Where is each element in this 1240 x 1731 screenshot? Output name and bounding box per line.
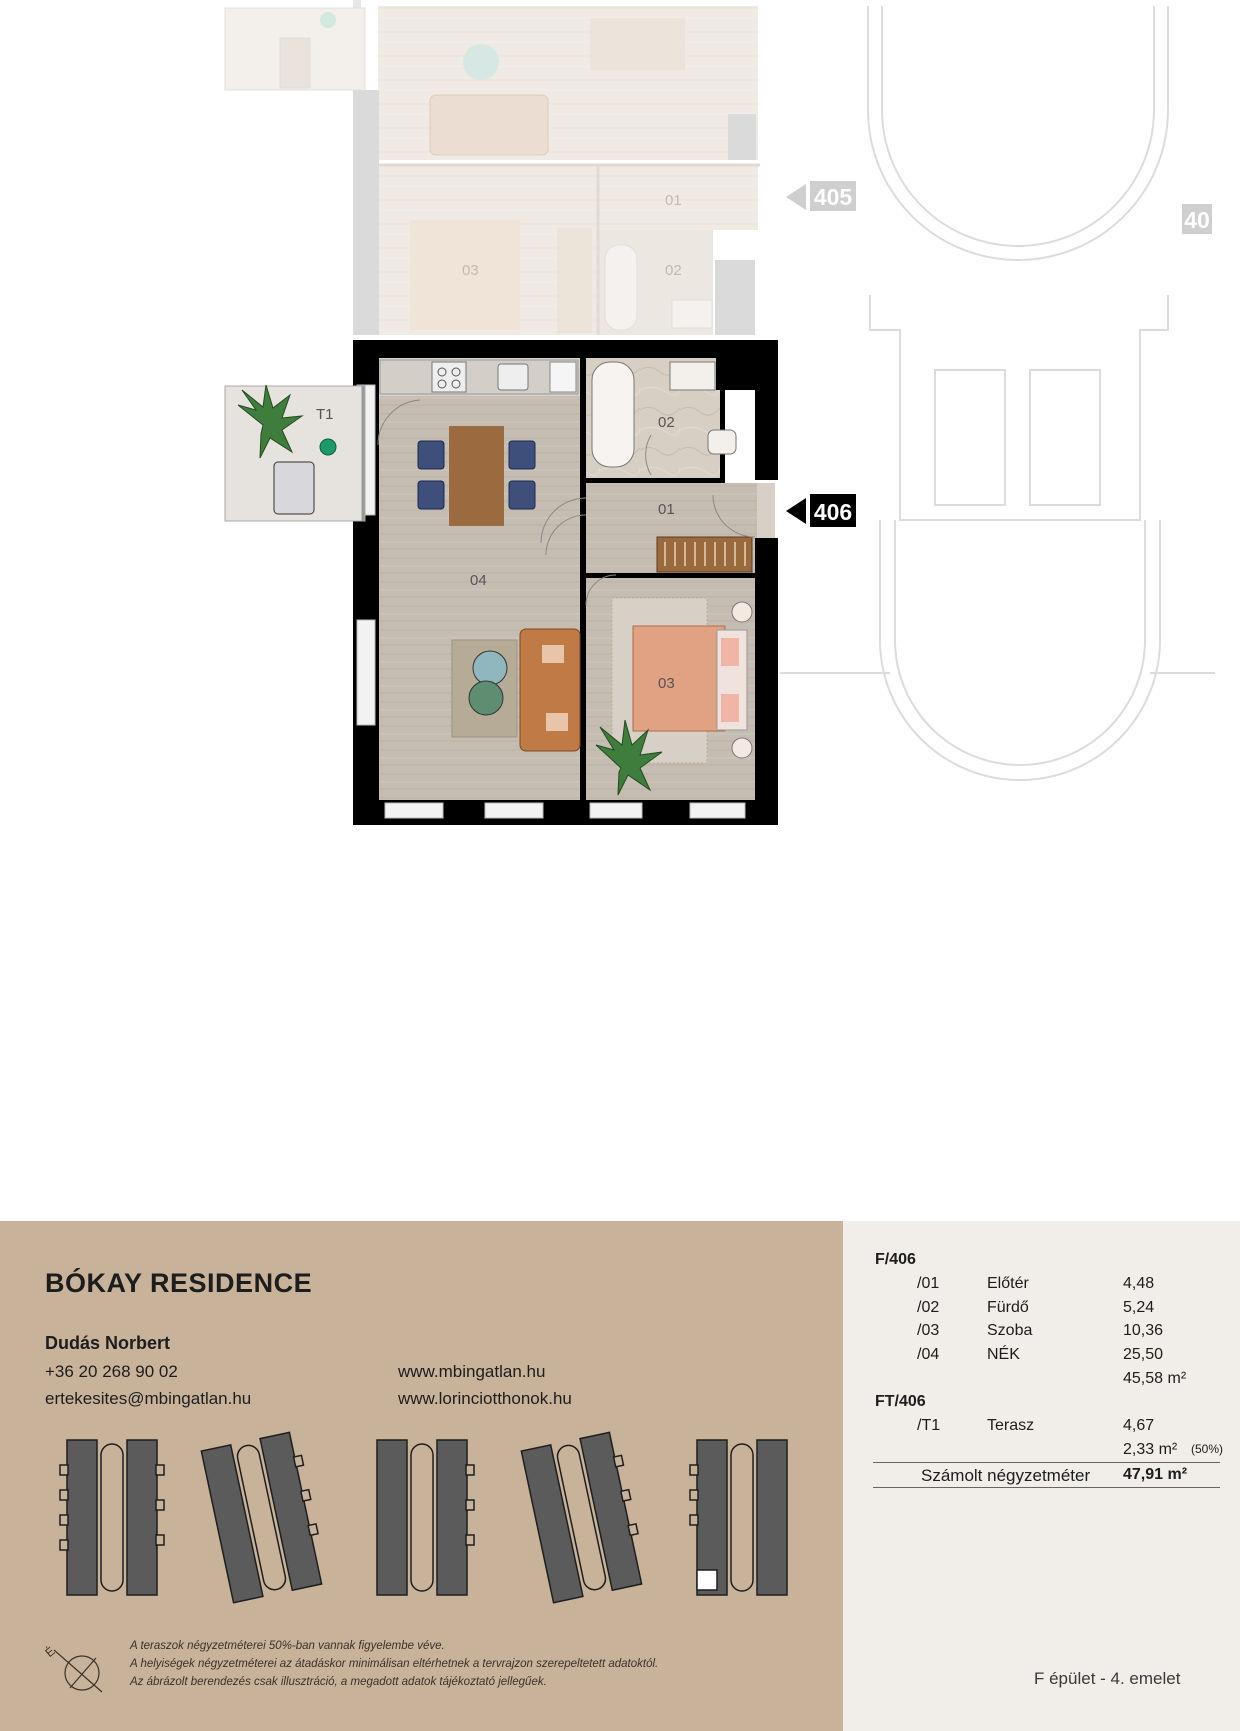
unit-marker-406 <box>786 494 856 527</box>
unit-code: F/406 <box>875 1251 916 1268</box>
terrace-counted-area: 2,33 m² <box>1123 1441 1178 1458</box>
terrace-label: T1 <box>316 406 334 423</box>
neighbor-building-outline <box>780 6 1215 780</box>
website-link-2[interactable]: www.lorinciotthonok.hu <box>398 1389 572 1408</box>
brand-title: BÓKAY RESIDENCE <box>45 1268 313 1298</box>
svg-text:406: 406 <box>813 499 853 525</box>
room-03-label: 03 <box>658 675 675 692</box>
svg-text:40: 40 <box>1184 207 1210 233</box>
svg-text:É: É <box>42 1644 58 1660</box>
unit-marker-405 <box>786 181 856 211</box>
room-name-02: Fürdő <box>987 1299 1029 1316</box>
room-02-label: 02 <box>658 414 675 431</box>
terrace-name: Terasz <box>987 1417 1035 1434</box>
agent-email[interactable]: ertekesites@mbingatlan.hu <box>45 1389 252 1408</box>
terrace-area: 4,67 <box>1123 1417 1155 1434</box>
note-2: A helyiségek négyzetméterei az átadáskor minimálisan eltérhetnek a tervrajzon szerepeltetett adatoktól. <box>130 1658 659 1670</box>
room-area-03: 10,36 <box>1123 1322 1164 1339</box>
locator-diagram-3 <box>377 1440 474 1595</box>
floor-label: F épület - 4. emelet <box>1034 1669 1181 1688</box>
building-locator-diagrams <box>55 1430 795 1605</box>
room-name-04: NÉK <box>987 1346 1020 1363</box>
compass-icon <box>40 1640 110 1700</box>
subtotal-area: 45,58 m² <box>1123 1370 1187 1387</box>
locator-diagram-1 <box>60 1440 164 1595</box>
room-name-03: Szoba <box>987 1322 1033 1339</box>
room-code-01: /01 <box>917 1275 940 1292</box>
terrace-percent: (50%) <box>1191 1442 1224 1456</box>
apartment-406 <box>353 340 778 825</box>
terrace-t1 <box>225 385 365 521</box>
room-name-01: Előtér <box>987 1275 1029 1292</box>
room-area-02: 5,24 <box>1123 1299 1155 1316</box>
floor-plan <box>0 0 1240 830</box>
room-04-label: 04 <box>470 572 487 589</box>
room-code-02: /02 <box>917 1299 940 1316</box>
room-area-01: 4,48 <box>1123 1275 1155 1292</box>
terrace-unit-code: FT/406 <box>875 1393 926 1410</box>
agent-name: Dudás Norbert <box>45 1333 171 1353</box>
terrace-code: /T1 <box>917 1417 941 1434</box>
room-code-03: /03 <box>917 1322 940 1339</box>
ghost-room-02: 02 <box>665 262 682 279</box>
total-label: Számolt négyzetméter <box>921 1466 1091 1485</box>
website-link-1[interactable]: www.mbingatlan.hu <box>398 1362 546 1381</box>
total-divider-top <box>873 1462 1220 1463</box>
locator-diagram-2 <box>201 1431 328 1603</box>
total-divider-bottom <box>873 1487 1220 1488</box>
room-code-04: /04 <box>917 1346 940 1363</box>
agent-phone[interactable]: +36 20 268 90 02 <box>45 1362 178 1381</box>
note-1: A teraszok négyzetméterei 50%-ban vannak figyelembe véve. <box>130 1640 445 1652</box>
room-01-label: 01 <box>658 501 675 518</box>
total-area: 47,91 m² <box>1123 1466 1188 1483</box>
note-3: Az ábrázolt berendezés csak illusztráció, a megadott adatok tájékoztató jellegűek. <box>130 1676 547 1688</box>
ghost-room-03: 03 <box>462 262 479 279</box>
ghost-room-01: 01 <box>665 192 682 209</box>
room-area-04: 25,50 <box>1123 1346 1164 1363</box>
locator-diagram-4 <box>521 1431 648 1603</box>
unit-marker-40 <box>1182 204 1212 234</box>
disclaimer-notes <box>130 1637 658 1691</box>
neighbor-apartment-405 <box>225 0 760 335</box>
locator-diagram-5-current <box>690 1440 787 1595</box>
svg-text:405: 405 <box>813 184 853 210</box>
